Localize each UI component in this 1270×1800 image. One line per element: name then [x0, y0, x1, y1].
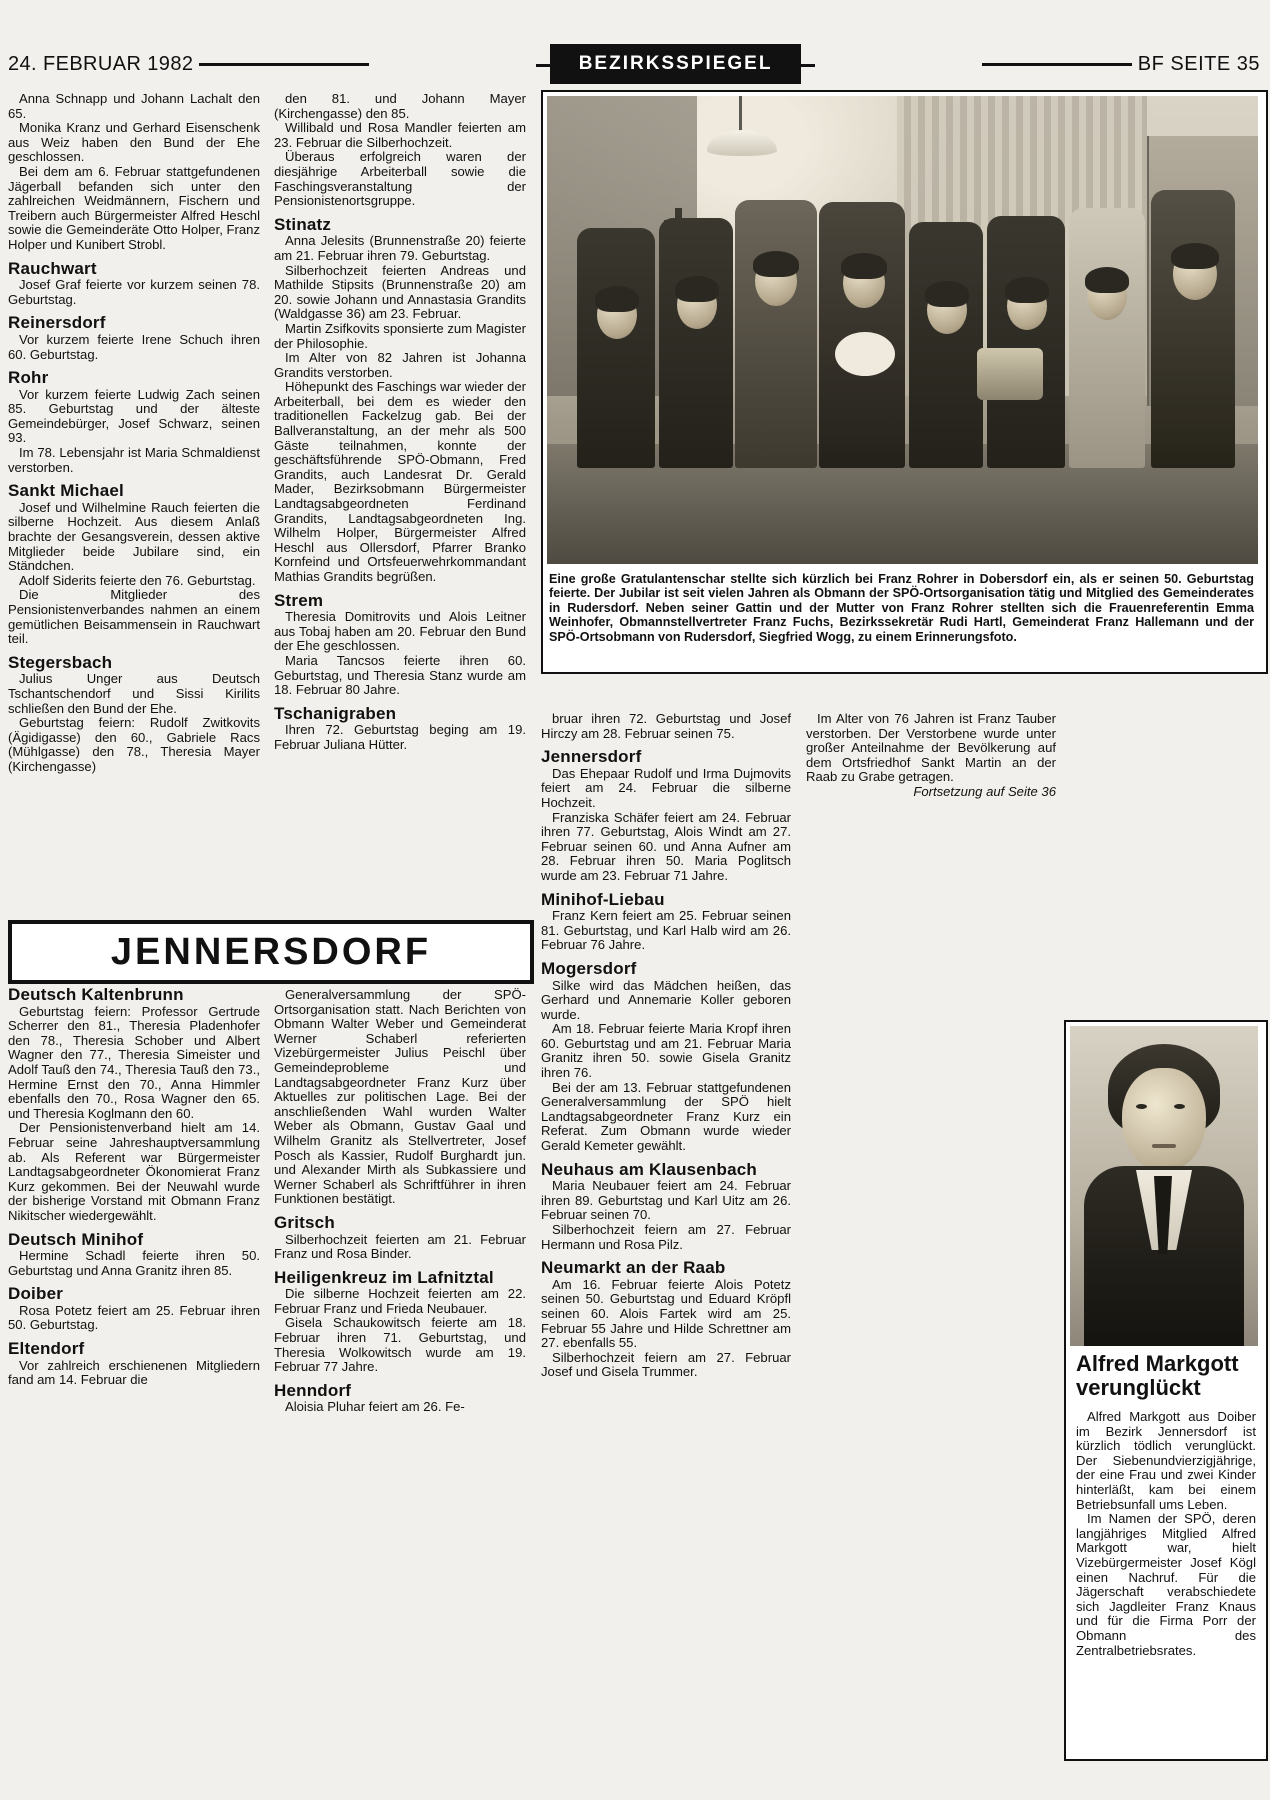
photo-person-hair — [1085, 267, 1129, 293]
portrait-face — [1122, 1068, 1206, 1172]
photo-bouquet — [835, 332, 895, 376]
section-heading: Rauchwart — [8, 258, 97, 278]
section-heading: Mogersdorf — [541, 958, 637, 978]
section-heading: Doiber — [8, 1284, 64, 1304]
masthead — [0, 44, 1270, 84]
body-paragraph: Josef Graf feierte vor kurzem seinen 78. Geburtstag. — [8, 277, 260, 307]
section-heading: Heiligenkreuz im Lafnitztal — [274, 1267, 494, 1287]
body-paragraph: Geburtstag feiern: Rudolf Zwitkovits (Ägidigasse) den 60., Gabriele Racs (Mühlgasse) den 78., Theresia Mayer (Kirchengasse) — [8, 715, 260, 774]
body-paragraph: Rosa Potetz feiert am 25. Februar ihren 50. Geburtstag. — [8, 1302, 260, 1333]
body-paragraph: bruar ihren 72. Geburtstag und Josef Hirczy am 28. Februar seinen 75. — [541, 711, 791, 741]
photo-gift-basket — [977, 348, 1043, 400]
body-paragraph: Generalversammlung der SPÖ-Ortsorganisation statt. Nach Berichten von Obmann Walter Weber und Gemeinderat Werner Schaberl referierten Vizebürgermeister Julius Peischl über Gemeindeprobleme und Landtagsabgeordneter Franz Kurz über Aktuelles zur politischen Lage. Bei der anschließenden Wahl wurden Walter Weber als Obmann, Gustav Gaal und Wilhelm Granitz als Stellvertreter, Josef Posch als Kassier, Rudolf Burghardt jun. und Alexander Mirth als Subkassiere und Werner Schaberl als Schriftführer in ihren Funktionen bestätigt. — [274, 987, 526, 1207]
photo-person — [1151, 190, 1235, 468]
section-heading: Neuhaus am Klausenbach — [541, 1159, 758, 1179]
body-paragraph: Maria Tancsos feierte ihren 60. Geburtstag, und Theresia Stanz wurde am 18. Februar 80 Jahre. — [274, 652, 526, 698]
body-paragraph: Franz Kern feiert am 25. Februar seinen 81. Geburtstag, und Karl Halb wird am 26. Februar 76 Jahre. — [541, 908, 791, 953]
photo-person-hair — [595, 286, 639, 312]
obituary-box — [1064, 1020, 1268, 1761]
body-paragraph: Silberhochzeit feiern am 27. Februar Josef und Gisela Trummer. — [541, 1349, 791, 1380]
body-paragraph: Aloisia Pluhar feiert am 26. Fe- — [285, 1399, 465, 1415]
body-paragraph: den 81. und Johann Mayer (Kirchengasse) den 85. — [274, 91, 526, 121]
body-paragraph: Die Mitglieder des Pensionistenverbandes nahmen an einem gemütlichen Beisammensein in Rauchwart teil. — [8, 587, 260, 647]
obituary-paragraph: Alfred Markgott aus Doiber im Bezirk Jennersdorf ist kürzlich tödlich verunglückt. Der Siebenundvierzigjährige, der eine Frau und zwei Kinder hinterläßt, kam bei einem Betriebsunfall ums Leben. — [1076, 1409, 1256, 1512]
body-paragraph: Franziska Schäfer feiert am 24. Februar ihren 77. Geburtstag, Alois Windt am 27. Februar seinen 60. und Anna Aufner am 28. Februar ihren 50. Maria Poglitsch wurde am 23. Februar 71 Jahre. — [541, 809, 791, 883]
section-heading: Stegersbach — [8, 652, 113, 672]
body-paragraph: Am 18. Februar feierte Maria Kropf ihren 60. Geburtstag und am 21. Februar Maria Granitz ihren 50. sowie Gisela Granitz ihren 76. — [541, 1021, 791, 1081]
photo-person-hair — [1171, 243, 1219, 269]
body-paragraph: Im Alter von 76 Jahren ist Franz Tauber verstorben. Der Verstorbene wurde unter großer Anteilnahme der Bevölkerung auf dem Ortsfriedhof Sankt Martin an der Raab zu Grabe getragen. — [806, 711, 1056, 785]
photo-person — [659, 218, 733, 468]
column-1 — [8, 92, 260, 775]
section-heading: Henndorf — [274, 1380, 352, 1400]
photo-person — [577, 228, 655, 468]
photo-person-hair — [925, 281, 969, 307]
photo-group-franz-rohrer — [541, 90, 1268, 674]
body-paragraph: Julius Unger aus Deutsch Tschantschendorf und Sissi Kirilits schließen den Bund der Ehe. — [8, 671, 260, 716]
section-heading: Stinatz — [274, 214, 332, 234]
body-paragraph: Silberhochzeit feierten am 21. Februar Franz und Rosa Binder. — [274, 1231, 526, 1262]
photo-person — [987, 216, 1065, 468]
masthead-date: 24. FEBRUAR 1982 — [8, 52, 194, 75]
section-heading: Jennersdorf — [541, 747, 642, 767]
portrait-eye-right — [1174, 1104, 1185, 1109]
section-heading: Deutsch Kaltenbrunn — [8, 985, 184, 1004]
body-paragraph: Das Ehepaar Rudolf und Irma Dujmovits feiert am 24. Februar die silberne Hochzeit. — [541, 765, 791, 810]
body-paragraph: Am 16. Februar feierte Alois Potetz seinen 50. Geburtstag und Eduard Kröpfl seinen 60. Alois Fartek wird am 25. Februar 55 Jahre und Hilde Schrettner am 27. ebenfalls 55. — [541, 1276, 791, 1351]
body-paragraph: Höhepunkt des Faschings war wieder der Arbeiterball, bei dem es wieder den traditionellen Fackelzug gab. Bei der Ballveranstaltung, an der mehr als 500 Gäste teilnahmen, konnte der geschäftsführende SPÖ-Obmann, Fred Grandits, auch Landesrat Dr. Gerald Mader, Bezirksobmann Bürgermeister Landtagsabgeordneten Ferdinand Grandits, Landtagsabgeordneten Ing. Wilhelm Holper, Bürgermeister Alfred Heschl aus Ollersdorf, Pfarrer Branko Kornfeind und Ortsfeuerwehrkommandant Mathias Grandits begrüßen. — [274, 379, 526, 584]
section-heading: Rohr — [8, 368, 49, 388]
masthead-page: BF SEITE 35 — [1137, 52, 1260, 75]
photo-image — [547, 96, 1258, 564]
body-paragraph: Anna Jelesits (Brunnenstraße 20) feierte am 21. Februar ihren 79. Geburtstag. — [274, 233, 526, 263]
photo-person-hair — [841, 253, 887, 279]
body-paragraph: Die silberne Hochzeit feierten am 22. Februar Franz und Frieda Neubauer. — [274, 1286, 526, 1316]
body-paragraph: Vor kurzem feierte Ludwig Zach seinen 85. Geburtstag und der älteste Gemeindebürger, Josef Schwarz, seinen 93. — [8, 386, 260, 446]
column-2 — [274, 92, 526, 753]
body-paragraph: Vor zahlreich erschienenen Mitgliedern fand am 14. Februar die — [8, 1357, 260, 1388]
body-paragraph: Im Alter von 82 Jahren ist Johanna Grandits verstorben. — [274, 350, 526, 380]
section-heading: Reinersdorf — [8, 313, 106, 333]
portrait-eye-left — [1136, 1104, 1147, 1109]
photo-person-hair — [675, 276, 719, 302]
body-paragraph: Ihren 72. Geburtstag beging am 19. Februar Juliana Hütter. — [274, 722, 526, 752]
section-heading: Sankt Michael — [8, 481, 124, 501]
column-2-lower — [274, 988, 526, 1415]
section-heading: Strem — [274, 590, 324, 610]
body-paragraph: Silberhochzeit feiern am 27. Februar Hermann und Rosa Pilz. — [541, 1222, 791, 1252]
photo-person-hair — [1005, 277, 1049, 303]
obituary-portrait — [1070, 1026, 1258, 1346]
body-paragraph: Überaus erfolgreich waren der diesjährige Arbeiterball sowie die Faschingsveranstaltung der Pensionistenortsgruppe. — [274, 149, 526, 209]
photo-person — [735, 200, 817, 468]
body-paragraph: Martin Zsifkovits sponsierte zum Magister der Philosophie. — [274, 320, 526, 351]
photo-caption: Eine große Gratulantenschar stellte sich kürzlich bei Franz Rohrer in Dobersdorf ein, als er seinen 50. Geburtstag feierte. Der Jubilar ist seit vielen Jahren als Obmann der SPÖ-Ortsorganisation tätig und Mitglied des Gemeinderates in Rudersdorf. Neben seiner Gattin und der Mutter von Franz Rohrer stellten sich die Frauenreferentin Emma Weinhofer, Obmannstellvertreter Franz Fuchs, Bezirkssekretär Rudi Hartl, Gemeinderat Franz Hallemann und der SPÖ-Ortsobmann von Rudersdorf, Siegfried Wogg, zu einem Erinnerungsfoto. — [549, 572, 1254, 644]
section-heading: Minihof-Liebau — [541, 889, 665, 909]
obituary-paragraph: Im Namen der SPÖ, deren langjähriges Mitglied Alfred Markgott war, hielt Vizebürgermeister Josef Kögl einen Nachruf. Für die Jägerschaft verabschiedete sich Jagdleiter Franz Knaus und für die Firma Porr der Obmann des Zentralbetriebsrates. — [1076, 1511, 1256, 1658]
body-paragraph: Hermine Schadl feierte ihren 50. Geburtstag und Anna Granitz ihren 85. — [8, 1248, 260, 1278]
column-4 — [806, 712, 1056, 800]
body-paragraph: Bei der am 13. Februar stattgefundenen Generalversammlung der SPÖ hielt Landtagsabgeordneter Franz Kurz ein Referat. Zum Obmann wurde wieder Gerald Kemeter gewählt. — [541, 1079, 791, 1154]
ceiling-lamp-cord-icon — [739, 96, 742, 132]
obituary-headline: Alfred Markgott verunglückt — [1076, 1351, 1239, 1400]
body-paragraph: Silberhochzeit feierten Andreas und Mathilde Stipsits (Brunnenstraße 20) am 20. sowie Johann und Annastasia Grandits (Waldgasse 36) am 23. Februar. — [274, 262, 526, 322]
section-heading: Gritsch — [274, 1212, 335, 1232]
masthead-title: BEZIRKSSPIEGEL — [550, 44, 802, 84]
continuation-note: Fortsetzung auf Seite 36 — [913, 783, 1056, 799]
body-paragraph: Geburtstag feiern: Professor Gertrude Scherrer den 81., Theresia Pladenhofer den 78., Theresia Schober und Albert Wagner den 77., Theresia Simeister und Adolf Tauß den 74., Theresia Tauß den 73., Hermine Ernst den 70., Anna Himmler ebenfalls den 70., Rosa Wagner den 65. und Theresia Koglmann den 60. — [8, 1003, 260, 1121]
masthead-rule-right — [982, 63, 1132, 66]
section-banner-label: JENNERSDORF — [110, 930, 432, 973]
body-paragraph: Bei dem am 6. Februar stattgefundenen Jägerball befanden sich unter den zahlreichen Weidmännern, Fischern und Treibern auch Bürgermeister Alfred Heschl sowie die Gemeinderäte Otto Holper, Franz Holper und Kunibert Strobl. — [8, 163, 260, 252]
body-paragraph: Theresia Domitrovits und Alois Leitner aus Tobaj haben am 20. Februar den Bund der Ehe geschlossen. — [274, 609, 526, 654]
body-paragraph: Adolf Siderits feierte den 76. Geburtstag. — [19, 572, 256, 588]
body-paragraph: Willibald und Rosa Mandler feierten am 23. Februar die Silberhochzeit. — [274, 120, 526, 150]
column-3 — [541, 712, 791, 1380]
section-heading: Eltendorf — [8, 1339, 85, 1359]
body-paragraph: Silke wird das Mädchen heißen, das Gerhard und Annemarie Koller geboren wurde. — [541, 977, 791, 1022]
body-paragraph: Josef und Wilhelmine Rauch feierten die silberne Hochzeit. Aus diesem Anlaß brachte der Gesangsverein, dessen aktive Mitglieder beide Jubilare sind, ein Ständchen. — [8, 499, 260, 574]
section-banner-jennersdorf — [8, 920, 534, 984]
section-heading: Neumarkt an der Raab — [541, 1258, 726, 1278]
photo-person-hair — [753, 251, 799, 277]
body-paragraph: Monika Kranz und Gerhard Eisenschenk aus Weiz haben den Bund der Ehe geschlossen. — [8, 120, 260, 165]
body-paragraph: Im 78. Lebensjahr ist Maria Schmaldienst verstorben. — [8, 445, 260, 475]
body-paragraph: Vor kurzem feierte Irene Schuch ihren 60. Geburtstag. — [8, 331, 260, 362]
body-paragraph: Maria Neubauer feiert am 24. Februar ihren 89. Geburtstag und Karl Uitz am 26. Februar seinen 70. — [541, 1178, 791, 1223]
body-paragraph: Gisela Schaukowitsch feierte am 18. Februar ihren 71. Geburtstag, und Theresia Wolkowitsch wurde am 19. Februar 77 Jahre. — [274, 1315, 526, 1375]
section-heading: Deutsch Minihof — [8, 1229, 144, 1249]
ceiling-lamp-icon — [707, 130, 777, 156]
obituary-text — [1076, 1410, 1256, 1658]
body-paragraph: Anna Schnapp und Johann Lachalt den 65. — [8, 91, 260, 121]
masthead-rule-left — [199, 63, 369, 66]
body-paragraph: Der Pensionistenverband hielt am 14. Februar seine Jahreshauptversammlung ab. Als Referent war Bürgermeister Landtagsabgeordneter Ökonomierat Franz Kurz gekommen. Bei der Neuwahl wurde der bisherige Vorstand mit Obmann Franz Nikitscher wiedergewählt. — [8, 1120, 260, 1223]
photo-person — [909, 222, 983, 468]
section-heading: Tschanigraben — [274, 703, 397, 723]
portrait-mouth — [1152, 1144, 1176, 1148]
column-1-lower — [8, 985, 260, 1388]
photo-person — [1069, 208, 1145, 468]
